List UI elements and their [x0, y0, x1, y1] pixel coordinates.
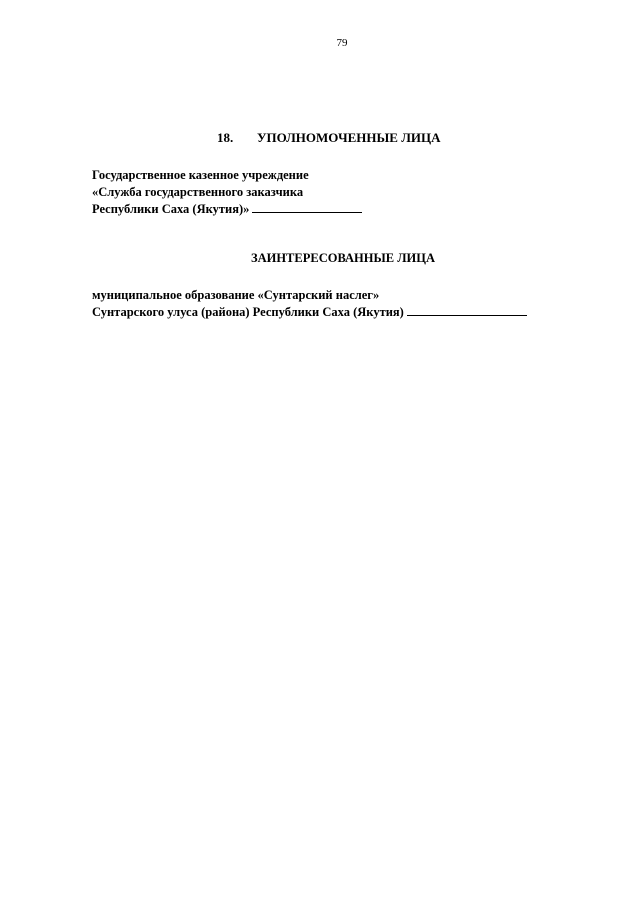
- section-heading: [217, 130, 441, 146]
- authorized-line-3: [92, 201, 362, 218]
- page-number: 79: [336, 37, 348, 49]
- authorized-party-block: [92, 167, 362, 218]
- interested-line-1: муниципальное образование «Сунтарский наслег»: [92, 288, 380, 302]
- interested-line-2: [92, 304, 527, 321]
- interested-line-2-text: Сунтарского улуса (района) Республики Саха (Якутия): [92, 305, 404, 319]
- authorized-signature-line: [252, 201, 362, 213]
- section-number: 18.: [217, 130, 234, 145]
- interested-party-block: [92, 287, 527, 321]
- authorized-line-2: «Служба государственного заказчика: [92, 185, 304, 199]
- interested-signature-line: [407, 304, 527, 316]
- authorized-line-3-text: Республики Саха (Якутия)»: [92, 202, 250, 216]
- section-title: УПОЛНОМОЧЕННЫЕ ЛИЦА: [257, 130, 441, 145]
- interested-parties-heading: ЗАИНТЕРЕСОВАННЫЕ ЛИЦА: [250, 251, 435, 265]
- authorized-line-1: Государственное казенное учреждение: [92, 168, 309, 182]
